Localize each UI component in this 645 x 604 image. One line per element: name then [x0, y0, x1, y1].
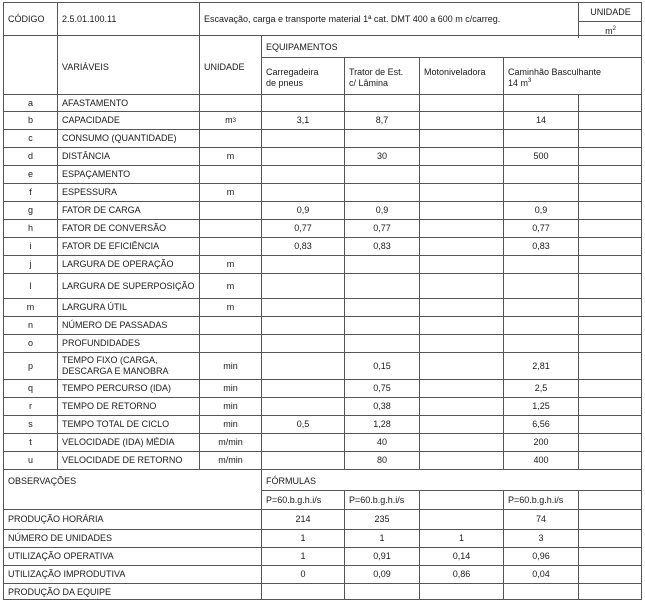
variable-value: 200 — [503, 433, 578, 451]
variable-name: NÚMERO DE PASSADAS — [57, 316, 199, 334]
variable-value: 0,9 — [503, 201, 578, 219]
formulas-label: FÓRMULAS — [261, 469, 642, 490]
variable-letter: e — [3, 165, 57, 183]
variable-value: 3,1 — [261, 111, 344, 129]
variable-name: DISTÂNCIA — [57, 147, 199, 165]
result-value: 235 — [344, 509, 419, 529]
unidade-column-blank — [578, 219, 642, 237]
result-value: 1 — [419, 529, 503, 547]
formula-text: P=60.b.g.h.i/s — [503, 490, 578, 509]
equipamentos-header: EQUIPAMENTOS — [261, 35, 642, 57]
variable-value — [503, 183, 578, 201]
formula-blank — [578, 490, 642, 509]
unidade-column-blank — [578, 129, 642, 147]
variable-value — [344, 183, 419, 201]
unidade-column-blank — [578, 183, 642, 201]
variable-name: CONSUMO (QUANTIDADE) — [57, 129, 199, 147]
unidade-column-blank — [578, 147, 642, 165]
variable-unit: m — [199, 298, 261, 316]
unidade-column-blank — [578, 201, 642, 219]
variable-name: LARGURA DE OPERAÇÃO — [57, 255, 199, 273]
variable-value — [344, 334, 419, 352]
result-value: 0,86 — [419, 565, 503, 583]
variable-unit — [199, 237, 261, 255]
variable-value: 0,38 — [344, 397, 419, 415]
unidade-column-blank — [578, 255, 642, 273]
variable-value: 0,83 — [503, 237, 578, 255]
variable-unit — [199, 94, 261, 111]
variable-name: VELOCIDADE DE RETORNO — [57, 451, 199, 469]
variable-letter: g — [3, 201, 57, 219]
variable-value — [344, 316, 419, 334]
variable-value — [419, 433, 503, 451]
variable-value — [503, 316, 578, 334]
composition-sheet — [3, 2, 642, 600]
variable-value — [419, 255, 503, 273]
variable-value — [261, 183, 344, 201]
result-value: 3 — [503, 529, 578, 547]
variable-letter: p — [3, 352, 57, 379]
variable-name: TEMPO FIXO (CARGA, DESCARGA E MANOBRA — [57, 352, 199, 379]
variable-value — [261, 147, 344, 165]
variable-letter: t — [3, 433, 57, 451]
variable-unit: m — [199, 183, 261, 201]
variable-name: FATOR DE EFICIÊNCIA — [57, 237, 199, 255]
variable-value: 0,15 — [344, 352, 419, 379]
variable-value — [503, 273, 578, 298]
variable-value — [261, 298, 344, 316]
result-value — [419, 583, 503, 600]
unidade-column-blank — [578, 316, 642, 334]
variable-value: 0,77 — [344, 219, 419, 237]
variable-value — [419, 273, 503, 298]
result-value: 74 — [503, 509, 578, 529]
variable-name: AFASTAMENTO — [57, 94, 199, 111]
unidade-column-blank — [578, 397, 642, 415]
variable-letter: a — [3, 94, 57, 111]
variable-name: ESPAÇAMENTO — [57, 165, 199, 183]
variable-letter: o — [3, 334, 57, 352]
variable-value — [419, 379, 503, 397]
unidade-column-blank — [578, 451, 642, 469]
unidade-column-blank — [578, 237, 642, 255]
codigo-value: 2.5.01.100.11 — [57, 2, 199, 35]
variable-value — [261, 352, 344, 379]
variable-value — [344, 129, 419, 147]
result-value: 0,09 — [344, 565, 419, 583]
result-value: 1 — [261, 547, 344, 565]
variable-value — [419, 129, 503, 147]
variable-name: CAPACIDADE — [57, 111, 199, 129]
variable-unit: m 3 — [199, 111, 261, 129]
variable-unit: min — [199, 352, 261, 379]
equipment-header-3 — [419, 57, 503, 94]
variable-value — [261, 379, 344, 397]
variable-value: 0,77 — [503, 219, 578, 237]
unidade-column-blank — [578, 273, 642, 298]
variable-letter: u — [3, 451, 57, 469]
variable-unit: m — [199, 255, 261, 273]
variable-value — [503, 165, 578, 183]
variable-value: 30 — [344, 147, 419, 165]
variable-letter: c — [3, 129, 57, 147]
variable-letter: m — [3, 298, 57, 316]
variable-value — [419, 111, 503, 129]
variable-value: 0,77 — [261, 219, 344, 237]
variable-value — [344, 94, 419, 111]
variable-name: FATOR DE CONVERSÃO — [57, 219, 199, 237]
variable-letter: j — [3, 255, 57, 273]
equipment-name-line1: Carregadeira — [266, 67, 319, 77]
variable-value: 80 — [344, 451, 419, 469]
variable-value: 1,28 — [344, 415, 419, 433]
result-label: NÚMERO DE UNIDADES — [3, 529, 261, 547]
variable-value — [261, 165, 344, 183]
equipment-name-line2: de pneus — [266, 78, 304, 88]
variable-letter: r — [3, 397, 57, 415]
variable-value — [261, 94, 344, 111]
variable-value — [419, 219, 503, 237]
variable-unit: min — [199, 415, 261, 433]
variable-value — [419, 165, 503, 183]
variable-name: TEMPO PERCURSO (IDA) — [57, 379, 199, 397]
variable-unit: min — [199, 397, 261, 415]
variable-name: VELOCIDADE (IDA) MÉDIA — [57, 433, 199, 451]
result-value: 1 — [344, 529, 419, 547]
variable-value — [503, 298, 578, 316]
variable-value — [419, 415, 503, 433]
result-blank — [578, 583, 642, 600]
composition-description: Escavação, carga e transporte material 1ª cat. DMT 400 a 600 m c/carreg. — [199, 2, 578, 35]
equipment-name-line2: c/ Lâmina — [349, 78, 389, 88]
variable-name: ESPESSURA — [57, 183, 199, 201]
variable-value — [503, 334, 578, 352]
unidade-header-value: $m^2$ — [578, 21, 642, 38]
variable-unit — [199, 316, 261, 334]
variable-value: 2,5 — [503, 379, 578, 397]
variable-value — [419, 94, 503, 111]
result-value — [419, 509, 503, 529]
variable-letter: f — [3, 183, 57, 201]
variable-value — [261, 273, 344, 298]
variable-value — [419, 237, 503, 255]
variable-unit: min — [199, 379, 261, 397]
variable-letter: i — [3, 237, 57, 255]
variable-value — [344, 273, 419, 298]
variable-value — [419, 334, 503, 352]
equipment-header-4 — [503, 57, 642, 94]
unidade-column-blank — [578, 379, 642, 397]
result-label: PRODUÇÃO DA EQUIPE — [3, 583, 261, 600]
result-label: UTILIZAÇÃO IMPRODUTIVA — [3, 565, 261, 583]
header-blank-cell — [3, 35, 57, 94]
unidade-column-blank — [578, 415, 642, 433]
unidade-column-blank — [578, 165, 642, 183]
variable-value — [261, 334, 344, 352]
unidade-column-blank — [578, 334, 642, 352]
variable-value — [419, 397, 503, 415]
variable-value: 500 — [503, 147, 578, 165]
equipment-name-line1: Motoniveladora — [424, 67, 486, 77]
variable-value — [419, 298, 503, 316]
result-blank — [578, 529, 642, 547]
variable-value: 0,83 — [261, 237, 344, 255]
variable-letter: s — [3, 415, 57, 433]
variable-value: 6,56 — [503, 415, 578, 433]
variable-value — [261, 316, 344, 334]
variable-letter: q — [3, 379, 57, 397]
variable-name: FATOR DE CARGA — [57, 201, 199, 219]
variable-value — [419, 183, 503, 201]
variable-value — [261, 129, 344, 147]
variable-value: 1,25 — [503, 397, 578, 415]
variable-unit — [199, 334, 261, 352]
variable-name: TEMPO TOTAL DE CICLO — [57, 415, 199, 433]
result-blank — [578, 565, 642, 583]
variable-value — [344, 165, 419, 183]
variable-letter: l — [3, 273, 57, 298]
variable-unit — [199, 201, 261, 219]
variable-value: 8,7 — [344, 111, 419, 129]
variable-value — [419, 316, 503, 334]
result-value — [503, 583, 578, 600]
equipment-header-2 — [344, 57, 419, 94]
result-value — [344, 583, 419, 600]
variable-value — [419, 147, 503, 165]
variable-value: 0,9 — [261, 201, 344, 219]
variable-value: 14 — [503, 111, 578, 129]
variable-value — [344, 298, 419, 316]
variable-value — [344, 255, 419, 273]
variable-name: LARGURA DE SUPERPOSIÇÃO — [57, 273, 199, 298]
unidade-column-blank — [578, 433, 642, 451]
result-value: 0,96 — [503, 547, 578, 565]
variable-value: 0,83 — [344, 237, 419, 255]
variable-value — [419, 201, 503, 219]
result-value: 0,91 — [344, 547, 419, 565]
variable-letter: n — [3, 316, 57, 334]
unidade-column-blank — [578, 94, 642, 111]
variable-unit: m — [199, 147, 261, 165]
variable-value — [419, 352, 503, 379]
variable-value: 0,9 — [344, 201, 419, 219]
variable-unit: m/min — [199, 433, 261, 451]
variable-value — [419, 451, 503, 469]
result-value: 214 — [261, 509, 344, 529]
variable-value: 40 — [344, 433, 419, 451]
formula-text: P=60.b.g.h.i/s — [344, 490, 419, 509]
variable-name: LARGURA ÚTIL — [57, 298, 199, 316]
unidade-column-blank — [578, 298, 642, 316]
result-label: UTILIZAÇÃO OPERATIVA — [3, 547, 261, 565]
result-blank — [578, 547, 642, 565]
equipment-name-line1: Trator de Est. — [349, 67, 404, 77]
variable-letter: h — [3, 219, 57, 237]
equipment-name-line1: Caminhão Basculhante — [508, 67, 602, 77]
variable-value — [503, 94, 578, 111]
result-value: 0,04 — [503, 565, 578, 583]
result-label: PRODUÇÃO HORÁRIA — [3, 509, 261, 529]
variable-letter: d — [3, 147, 57, 165]
variable-letter: b — [3, 111, 57, 129]
result-value: 0,14 — [419, 547, 503, 565]
variable-name: TEMPO DE RETORNO — [57, 397, 199, 415]
result-blank — [578, 509, 642, 529]
variable-unit — [199, 219, 261, 237]
observacoes-label: OBSERVAÇÕES — [3, 469, 261, 509]
unidade-column-header: UNIDADE — [199, 35, 261, 94]
variable-unit — [199, 129, 261, 147]
unidade-column-blank — [578, 111, 642, 129]
formula-text — [419, 490, 503, 509]
equipment-name-line2: 14 $m^3$ — [508, 78, 532, 88]
codigo-label: CÓDIGO — [3, 2, 57, 35]
result-value: 1 — [261, 529, 344, 547]
variable-unit: m/min — [199, 451, 261, 469]
variaveis-header: VARIÁVEIS — [57, 35, 199, 94]
variable-value — [261, 433, 344, 451]
equipment-header-1 — [261, 57, 344, 94]
result-value: 0 — [261, 565, 344, 583]
variable-unit: m — [199, 273, 261, 298]
variable-unit — [199, 165, 261, 183]
formula-text: P=60.b.g.h.i/s — [261, 490, 344, 509]
result-value — [261, 583, 344, 600]
variable-name: PROFUNDIDADES — [57, 334, 199, 352]
variable-value: 2,81 — [503, 352, 578, 379]
variable-value: 0,5 — [261, 415, 344, 433]
variable-value — [503, 255, 578, 273]
variable-value — [261, 451, 344, 469]
unidade-header-label: UNIDADE — [578, 2, 642, 21]
variable-value: 400 — [503, 451, 578, 469]
unidade-column-blank — [578, 352, 642, 379]
variable-value — [503, 129, 578, 147]
variable-value: 0,75 — [344, 379, 419, 397]
variable-value — [261, 255, 344, 273]
variable-value — [261, 397, 344, 415]
